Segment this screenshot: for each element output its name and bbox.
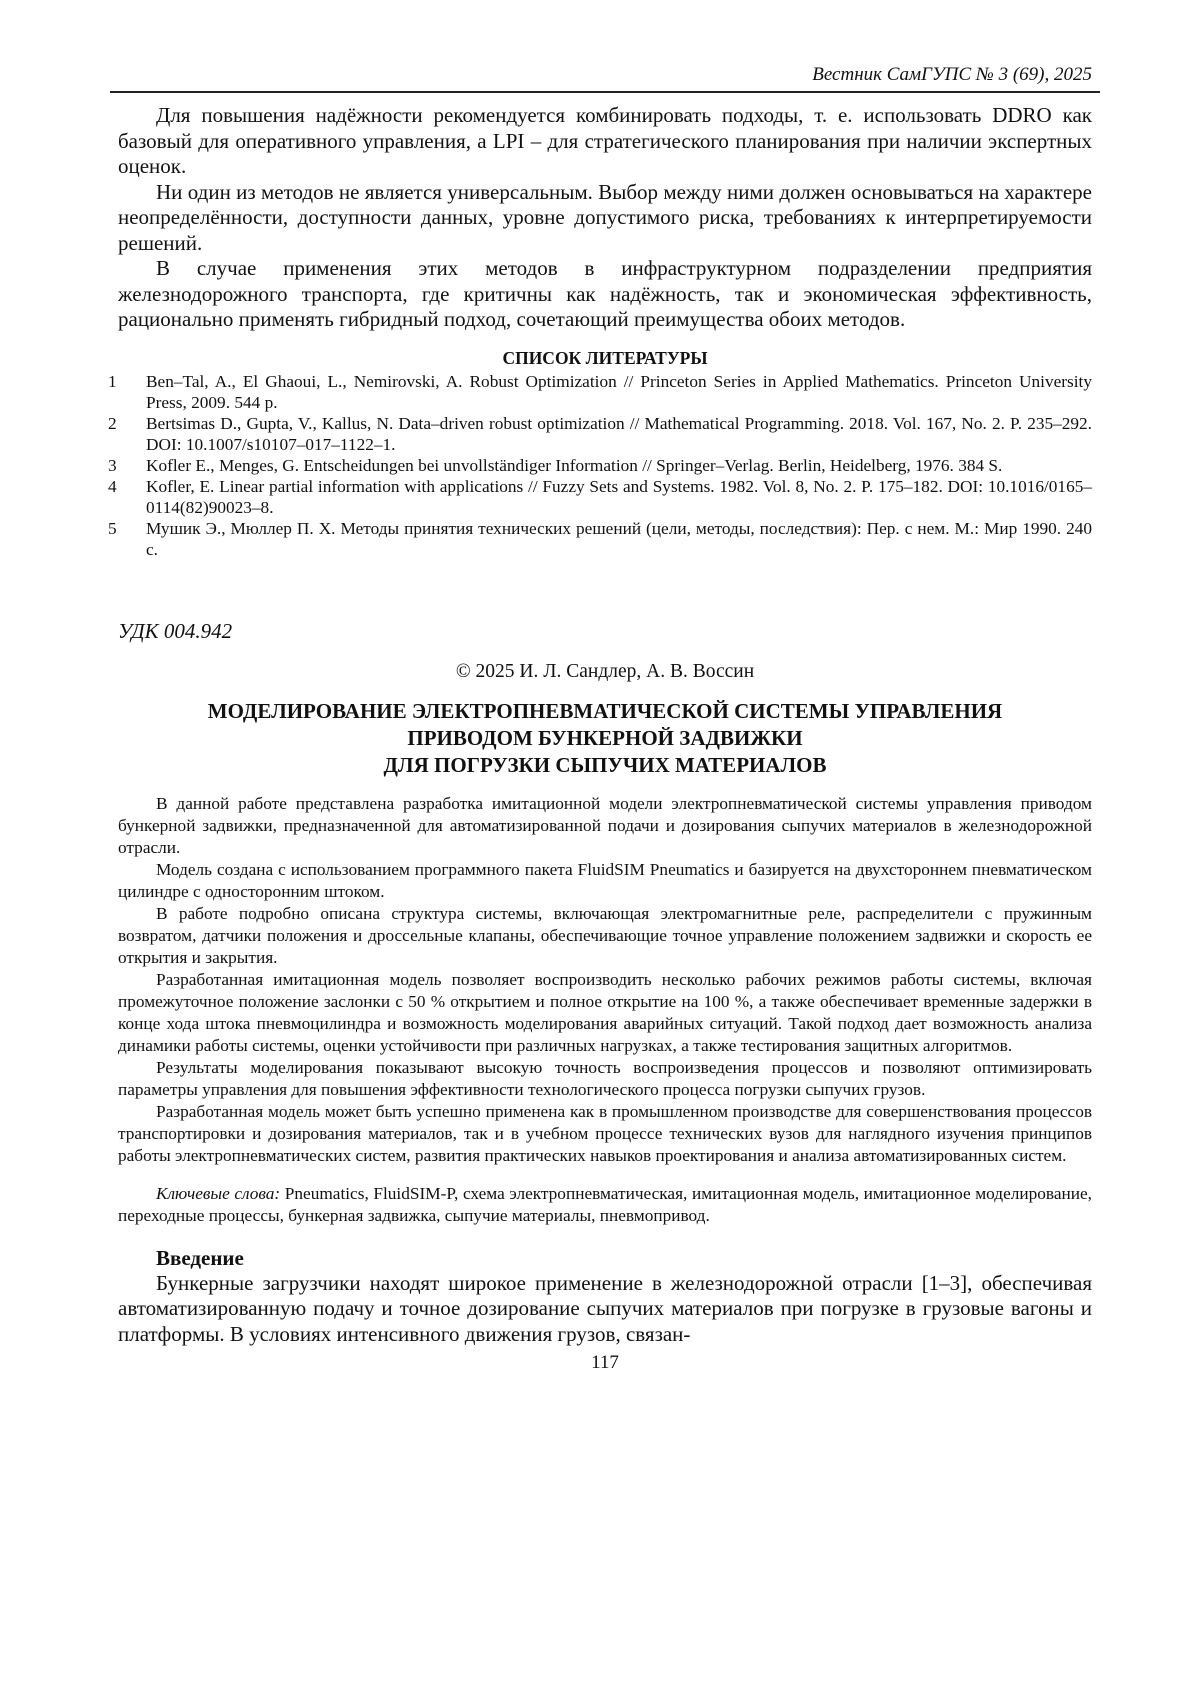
references-section [108, 347, 1092, 560]
reference-number: 4 [108, 476, 117, 496]
journal-header: Вестник СамГУПС № 3 (69), 2025 [812, 64, 1092, 85]
reference-text: Bertsimas D., Gupta, V., Kallus, N. Data–driven robust optimization // Mathematical Programming. 2018. Vol. 167, No. 2. P. 235–292. DOI: 10.1007/s10107–017–1122–1. [146, 413, 1092, 454]
intro-section [118, 1271, 1092, 1348]
keywords [118, 1183, 1092, 1227]
abstract-paragraph: В работе подробно описана структура системы, включающая электромагнитные реле, распределители с пружинным возвратом, датчики положения и дроссельные клапаны, обеспечивающие точное управление положением задвижки и скорость ее открытия и закрытия. [118, 903, 1092, 967]
authors: © 2025 И. Л. Сандлер, А. В. Воссин [455, 660, 755, 682]
abstract-paragraph: Разработанная имитационная модель позволяет воспроизводить несколько рабочих режимов работы системы, включая промежуточное положение заслонки с 50 % открытием и полное открытие на 100 %, а также обеспечивает временные задержки в конце хода штока пневмоцилиндра и возможность моделирования аварийных ситуаций. Такой подход дает возможность анализа динамики работы системы, оценки устойчивости при различных нагрузках, а также тестирования защитных алгоритмов. [118, 969, 1092, 1055]
references-title: СПИСОК ЛИТЕРАТУРЫ [502, 347, 708, 368]
abstract-paragraph: В данной работе представлена разработка имитационной модели электропневматической системы управления приводом бункерной задвижки, предназначенной для автоматизированной подачи и дозирования сыпучих материалов в железнодорожной отрасли. [118, 793, 1092, 857]
reference-text: Ben–Tal, A., El Ghaoui, L., Nemirovski, A. Robust Optimization // Princeton Series in Applied Mathematics. Princeton University Press, 2009. 544 p. [146, 371, 1092, 412]
article-title [118, 698, 1092, 779]
paragraph: Для повышения надёжности рекомендуется комбинировать подходы, т. е. использовать DDRO как базовый для оперативного управления, а LPI – для стратегического планирования при наличии экспертных оценок. [118, 103, 1092, 178]
paragraph: Ни один из методов не является универсальным. Выбор между ними должен основываться на характере неопределённости, доступности данных, уровне допустимого риска, требованиях к интерпретируемости решений. [118, 179, 1092, 255]
title-line: ДЛЯ ПОГРУЗКИ СЫПУЧИХ МАТЕРИАЛОВ [383, 752, 827, 777]
title-line: МОДЕЛИРОВАНИЕ ЭЛЕКТРОПНЕВМАТИЧЕСКОЙ СИСТЕМЫ УПРАВЛЕНИЯ [207, 698, 1003, 723]
keywords-label: Ключевые слова: [156, 1183, 281, 1203]
paragraph: В случае применения этих методов в инфраструктурном подразделении предприятия железнодорожного транспорта, где критичны как надёжность, так и экономическая эффективность, рационально применять гибридный подход, сочетающий преимущества обоих методов. [118, 256, 1092, 331]
reference-number: 2 [108, 413, 117, 433]
abstract-paragraph: Результаты моделирования показывают высокую точность воспроизведения процессов и позволяют оптимизировать параметры управления для повышения эффективности технологического процесса погрузки сыпучих грузов. [118, 1057, 1092, 1099]
reference-number: 1 [108, 371, 117, 391]
reference-item [108, 455, 1092, 476]
paragraph: Бункерные загрузчики находят широкое применение в железнодорожной отрасли [1–3], обеспечивая автоматизированную подачу и точное дозирование сыпучих материалов при погрузке в грузовые вагоны и платформы. В условиях интенсивного движения грузов, связан- [118, 1270, 1092, 1346]
header-rule [110, 91, 1100, 93]
udk-code: УДК 004.942 [118, 618, 233, 643]
reference-number: 3 [108, 455, 117, 475]
reference-number: 5 [108, 518, 117, 538]
reference-text: Мушик Э., Мюллер П. Х. Методы принятия технических решений (цели, методы, последствия): Пер. с нем. М.: Мир 1990. 240 с. [146, 518, 1092, 559]
abstract [118, 793, 1092, 1167]
intro-heading: Введение [156, 1245, 244, 1270]
conclusion-section [118, 103, 1092, 333]
page-number: 117 [591, 1352, 619, 1373]
reference-item [108, 371, 1092, 413]
abstract-paragraph: Модель создана с использованием программного пакета FluidSIM Pneumatics и базируется на двухстороннем пневматическом цилиндре с односторонним штоком. [118, 859, 1092, 901]
reference-text: Kofler E., Menges, G. Entscheidungen bei unvollständiger Information // Springer–Verlag. Berlin, Heidelberg, 1976. 384 S. [146, 455, 1003, 475]
reference-item [108, 518, 1092, 560]
reference-item [108, 413, 1092, 455]
reference-text: Kofler, E. Linear partial information with applications // Fuzzy Sets and Systems. 1982. Vol. 8, No. 2. P. 175–182. DOI: 10.1016/0165–0114(82)90023–8. [146, 476, 1092, 517]
title-line: ПРИВОДОМ БУНКЕРНОЙ ЗАДВИЖКИ [407, 725, 803, 750]
abstract-paragraph: Разработанная модель может быть успешно применена как в промышленном производстве для совершенствования процессов транспортировки и дозирования материалов, так и в учебном процессе технических вузов для наглядного изучения принципов работы электропневматических систем, развития практических навыков проектирования и анализа автоматизированных систем. [118, 1101, 1092, 1165]
keywords-text: Pneumatics, FluidSIM-P, схема электропневматическая, имитационная модель, имитационное моделирование, переходные процессы, бункерная задвижка, сыпучие материалы, пневмопривод. [118, 1183, 1092, 1225]
reference-item [108, 476, 1092, 518]
